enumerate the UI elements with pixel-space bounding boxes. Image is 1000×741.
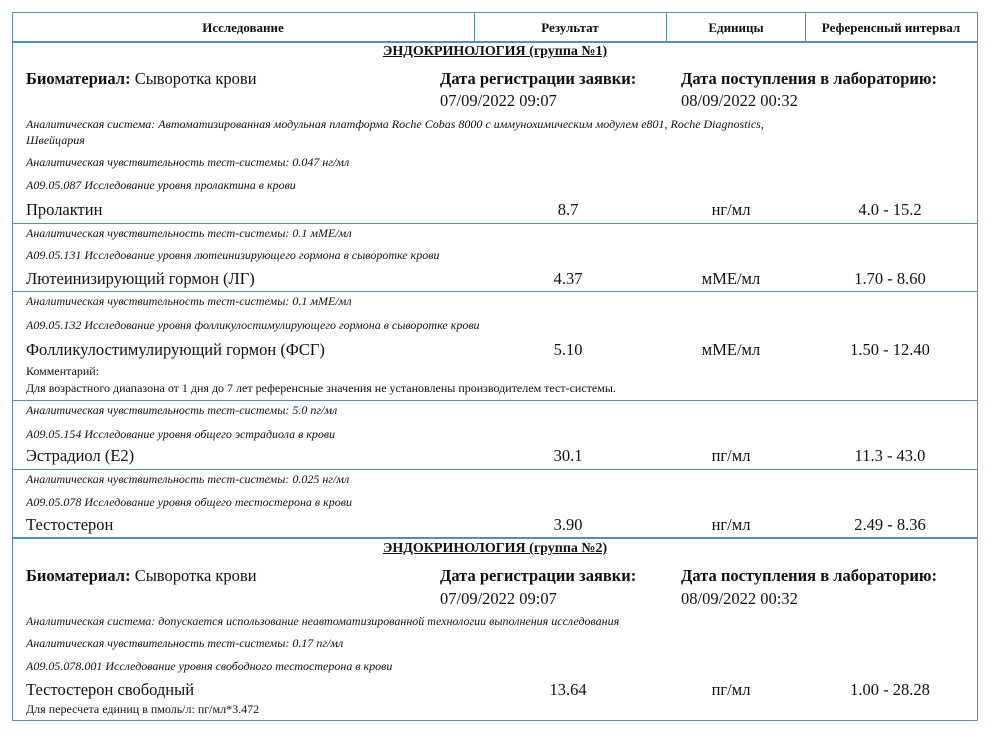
row-divider — [12, 400, 978, 401]
group-title: ЭНДОКРИНОЛОГИЯ (группа №1) — [382, 44, 608, 59]
test-units: нг/мл — [711, 200, 751, 219]
test-name: Эстрадиол (Е2) — [26, 446, 135, 465]
group-divider — [12, 537, 978, 539]
row-divider — [12, 291, 978, 292]
column-header-reference: Референсный интервал — [821, 20, 961, 35]
test-reference: 1.70 - 8.60 — [854, 269, 926, 288]
table-border-top — [12, 12, 978, 13]
row-divider — [12, 469, 978, 470]
test-code: A09.05.131 Исследование уровня лютеинизирующего гормона в сыворотке крови — [26, 248, 440, 262]
test-result: 30.1 — [553, 446, 583, 465]
test-name: Тестостерон свободный — [26, 680, 195, 699]
lab-receipt-date-value: 08/09/2022 00:32 — [681, 589, 798, 608]
column-header-result: Результат — [541, 20, 599, 35]
test-sensitivity: Аналитическая чувствительность тест-системы: 0.047 нг/мл — [26, 155, 350, 169]
biomaterial — [26, 568, 257, 585]
test-reference: 1.50 - 12.40 — [850, 340, 930, 359]
lab-receipt-date-value: 08/09/2022 00:32 — [681, 91, 798, 110]
test-units: мМЕ/мл — [701, 269, 761, 288]
group-title: ЭНДОКРИНОЛОГИЯ (группа №2) — [382, 541, 608, 556]
registration-date-value: 07/09/2022 09:07 — [440, 589, 557, 608]
analytical-system: Аналитическая система: Автоматизированная модульная платформа Roche Cobas 8000 с иммунохимическим модулем e801, Roche Diagnostics, — [26, 117, 764, 131]
test-sensitivity: Аналитическая чувствительность тест-системы: 5.0 пг/мл — [26, 403, 338, 417]
registration-date-value: 07/09/2022 09:07 — [440, 91, 557, 110]
biomaterial-label: Биоматериал: — [26, 69, 131, 88]
analytical-system: Аналитическая система: допускается использование неавтоматизированной технологии выполнения исследования — [26, 614, 620, 628]
test-result: 3.90 — [553, 515, 583, 534]
test-units: нг/мл — [711, 515, 751, 534]
test-sensitivity: Аналитическая чувствительность тест-системы: 0.025 нг/мл — [26, 472, 350, 486]
test-name: Лютеинизирующий гормон (ЛГ) — [26, 269, 255, 288]
test-reference: 4.0 - 15.2 — [858, 200, 922, 219]
table-border-left — [12, 12, 13, 720]
test-code: A09.05.078 Исследование уровня общего тестостерона в крови — [26, 495, 352, 509]
header-col-divider-2 — [666, 12, 667, 42]
registration-date-label: Дата регистрации заявки: — [440, 566, 637, 585]
comment-label: Комментарий: — [26, 364, 100, 378]
row-divider — [12, 223, 978, 224]
test-sensitivity: Аналитическая чувствительность тест-системы: 0.1 мМЕ/мл — [26, 294, 352, 308]
table-border-bottom — [12, 720, 978, 721]
test-units: пг/мл — [711, 680, 751, 699]
analytical-system-cont: Швейцария — [26, 133, 85, 147]
biomaterial-value: Сыворотка крови — [134, 566, 257, 585]
test-result: 5.10 — [553, 340, 583, 359]
table-border-right — [977, 12, 978, 720]
test-code: A09.05.087 Исследование уровня пролактина в крови — [26, 178, 296, 192]
biomaterial — [26, 71, 257, 88]
test-reference: 1.00 - 28.28 — [850, 680, 930, 699]
test-code: A09.05.154 Исследование уровня общего эстрадиола в крови — [26, 427, 336, 441]
header-col-divider-1 — [474, 12, 475, 42]
column-header-units: Единицы — [708, 20, 764, 35]
test-result: 4.37 — [553, 269, 583, 288]
header-col-divider-3 — [805, 12, 806, 42]
test-result: 13.64 — [549, 680, 587, 699]
test-code: A09.05.078.001 Исследование уровня свободного тестостерона в крови — [26, 659, 393, 673]
test-sensitivity: Аналитическая чувствительность тест-системы: 0.1 мМЕ/мл — [26, 226, 352, 240]
test-result: 8.7 — [557, 200, 579, 219]
test-reference: 11.3 - 43.0 — [854, 446, 926, 465]
test-name: Фолликулостимулирующий гормон (ФСГ) — [26, 340, 325, 359]
test-name: Пролактин — [26, 200, 103, 219]
unit-conversion-note: Для пересчета единиц в пмоль/л: пг/мл*3.472 — [26, 702, 260, 716]
registration-date-label: Дата регистрации заявки: — [440, 69, 637, 88]
test-code: A09.05.132 Исследование уровня фолликулостимулирующего гормона в сыворотке крови — [26, 318, 480, 332]
biomaterial-label: Биоматериал: — [26, 566, 131, 585]
test-units: мМЕ/мл — [701, 340, 761, 359]
lab-receipt-date-label: Дата поступления в лабораторию: — [681, 69, 937, 88]
comment-text: Для возрастного диапазона от 1 дня до 7 лет референсные значения не установлены производителем тест-системы. — [26, 381, 616, 395]
test-sensitivity: Аналитическая чувствительность тест-системы: 0.17 пг/мл — [26, 636, 344, 650]
test-name: Тестостерон — [26, 515, 114, 534]
lab-receipt-date-label: Дата поступления в лабораторию: — [681, 566, 937, 585]
test-units: пг/мл — [711, 446, 751, 465]
biomaterial-value: Сыворотка крови — [134, 69, 257, 88]
column-header-study: Исследование — [202, 20, 284, 35]
test-reference: 2.49 - 8.36 — [854, 515, 926, 534]
header-divider — [12, 41, 978, 43]
